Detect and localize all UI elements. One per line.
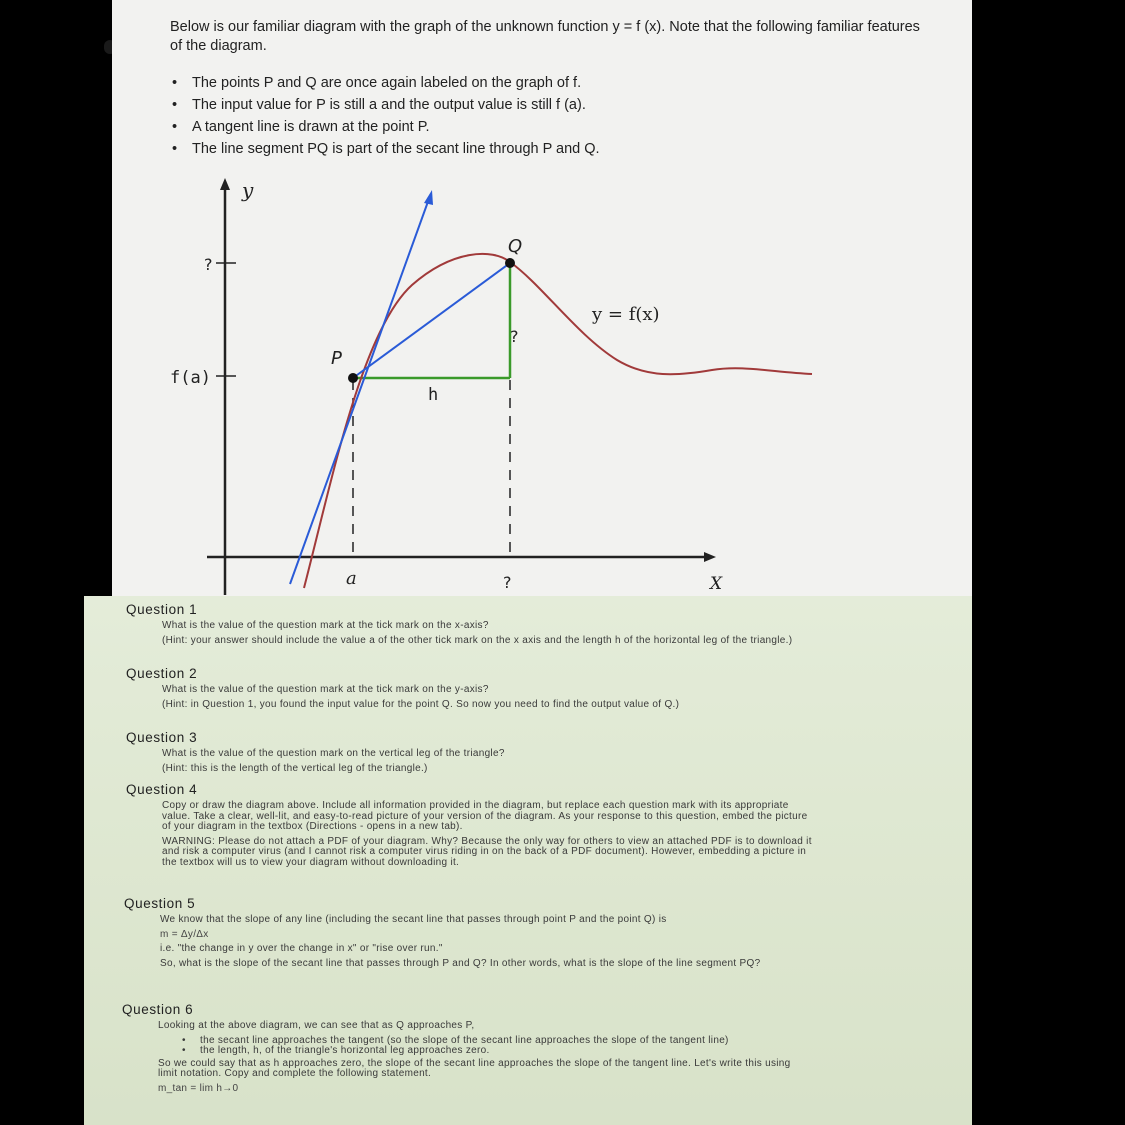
point-q-label: Q <box>508 236 523 257</box>
question-hint: (Hint: your answer should include the value a of the other tick mark on the x axis and the length h of the horizontal leg of the triangle.) <box>162 634 793 646</box>
horizontal-leg-label: h <box>428 385 439 405</box>
tangent-line <box>290 196 430 584</box>
question-1 <box>126 602 986 650</box>
question-title: Question 4 <box>126 782 198 797</box>
question-title: Question 3 <box>126 730 198 745</box>
diagram-panel <box>112 0 972 596</box>
question-title: Question 2 <box>126 666 198 681</box>
y-tick-q-label: ? <box>204 255 213 274</box>
question-title: Question 6 <box>122 1002 194 1017</box>
questions-panel <box>84 596 972 1125</box>
question-bullet: • the length, h, of the triangle's horizontal leg approaches zero. <box>182 1046 808 1057</box>
question-4 <box>126 782 986 872</box>
function-curve <box>304 254 812 588</box>
curve-label: y = f(x) <box>592 304 660 325</box>
question-text: i.e. "the change in y over the change in x" or "rise over run." <box>160 943 443 954</box>
x-tick-a-label: a <box>346 568 357 589</box>
question-hint: (Hint: in Question 1, you found the input value for the point Q. So now you need to find the output value of Q.) <box>162 698 680 710</box>
question-hint: (Hint: this is the length of the vertical leg of the triangle.) <box>162 762 428 774</box>
question-text: So we could say that as h approaches zero, the slope of the secant line approaches the slope of the tangent line. Let's write this using limit notation. Copy and complete the following statement. <box>158 1057 791 1079</box>
function-diagram <box>112 0 972 596</box>
question-text: What is the value of the question mark at the tick mark on the x-axis? <box>162 620 489 631</box>
question-text: We know that the slope of any line (including the secant line that passes through point P and the point Q) is <box>160 914 667 925</box>
feature-item: • The input value for P is still a and the output value is still f (a). <box>172 94 600 116</box>
question-2 <box>126 666 986 714</box>
question-text: Looking at the above diagram, we can see that as Q approaches P, <box>158 1020 475 1031</box>
question-warning: WARNING: Please do not attach a PDF of your diagram. Why? Because the only way for others to view an attached PDF is to download it and risk a computer virus (and I cannot risk a computer virus riding in on the back of a PDF document). However, embedding a picture in the textbox will us to view your diagram without downloading it. <box>162 835 812 868</box>
intro-text: Below is our familiar diagram with the graph of the unknown function y = f (x). Note that the following familiar features of the diagram. <box>170 19 920 54</box>
point-p-label: P <box>331 348 342 369</box>
question-text: Copy or draw the diagram above. Include all information provided in the diagram, but replace each question mark with its appropriate value. Take a clear, well-lit, and easy-to-read picture of your version of the diagram. As your response to this question, embed the picture of your diagram in the textbox (Directions - opens in a new tab). <box>162 800 808 832</box>
question-text: What is the value of the question mark on the vertical leg of the triangle? <box>162 748 505 759</box>
question-title: Question 5 <box>124 896 196 911</box>
tangent-arrow <box>424 190 433 205</box>
question-text: What is the value of the question mark at the tick mark on the y-axis? <box>162 684 489 695</box>
y-tick-fa-label: f(a) <box>170 368 211 388</box>
slope-formula: m = Δy/Δx <box>160 928 209 940</box>
x-axis-label: X <box>710 574 723 594</box>
feature-item: • A tangent line is drawn at the point P. <box>172 116 600 138</box>
question-text: So, what is the slope of the secant line that passes through P and Q? In other words, what is the slope of the line segment PQ? <box>160 957 761 969</box>
question-bullet: • the secant line approaches the tangent (so the slope of the secant line approaches the slope of the tangent line) <box>182 1036 808 1047</box>
y-axis-arrow <box>220 178 230 190</box>
limit-formula: m_tan = lim h→0 <box>158 1082 239 1094</box>
question-title: Question 1 <box>126 602 198 617</box>
feature-item: • The line segment PQ is part of the secant line through P and Q. <box>172 138 600 160</box>
x-tick-q-label: ? <box>503 573 512 592</box>
question-bullets <box>182 1036 808 1057</box>
point-q-marker <box>505 258 515 268</box>
secant-segment-pq <box>353 263 510 378</box>
feature-item: • The points P and Q are once again labeled on the graph of f. <box>172 72 600 94</box>
vertical-leg-label: ? <box>510 327 519 346</box>
question-6 <box>122 1002 982 1098</box>
x-axis-arrow <box>704 552 716 562</box>
question-5 <box>124 896 984 973</box>
question-3 <box>126 730 986 778</box>
point-p-marker <box>348 373 358 383</box>
y-axis-label: y <box>242 178 254 202</box>
